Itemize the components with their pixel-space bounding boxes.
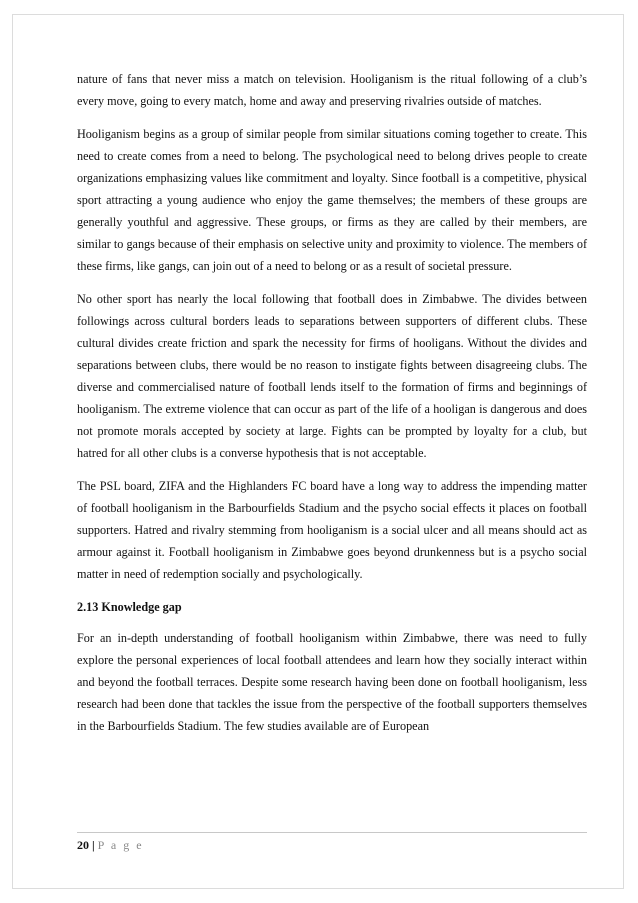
page-footer [77,838,144,853]
page-number: 20 [77,838,89,852]
document-body [77,68,587,748]
body-paragraph-4: The PSL board, ZIFA and the Highlanders FC board have a long way to address the impending matter of football hooliganism in the Barbourfields Stadium and the psycho social effects it places on football supporters. Hatred and rivalry stemming from hooliganism is a social ulcer and all means should act as armour against it. Football hooliganism in Zimbabwe goes beyond drunkenness but is a psycho social matter in need of redemption socially and psychologically. [77,479,587,581]
footer-divider [77,832,587,833]
footer-separator: | [89,838,98,852]
body-paragraph-3: No other sport has nearly the local following that football does in Zimbabwe. The divides between followings across cultural borders leads to separations between supporters of different clubs. These cultural divides create friction and spark the necessity for firms of hooligans. Without the divides and separations between clubs, there would be no reason to instigate fights between disagreeing clubs. The diverse and commercialised nature of football lends itself to the formation of firms and beginnings of hooliganism. The extreme violence that can occur as part of the life of a hooligan is dangerous and does not promote morals accepted by society at large. Fights can be prompted by loyalty for a club, but hatred for all other clubs is a converse hypothesis that is not acceptable. [77,292,587,460]
body-paragraph-5: For an in-depth understanding of football hooliganism within Zimbabwe, there was need to fully explore the personal experiences of local football attendees and learn how they socially interact within and beyond the football terraces. Despite some research having been done on football hooliganism, less research had been done that tackles the issue from the perspective of the football supporters themselves in the Barbourfields Stadium. The few studies available are of European [77,631,587,733]
body-paragraph-1: nature of fans that never miss a match on television. Hooliganism is the ritual following of a club’s every move, going to every match, home and away and preserving rivalries outside of matches. [77,72,587,108]
section-heading: 2.13 Knowledge gap [77,600,182,614]
body-paragraph-2: Hooliganism begins as a group of similar people from similar situations coming together to create. This need to create comes from a need to belong. The psychological need to belong drives people to create organizations emphasizing values like commitment and loyalty. Since football is a competitive, physical sport attracting a young audience who enjoy the game themselves; the members of these groups are generally youthful and aggressive. These groups, or firms as they are called by their members, are similar to gangs because of their emphasis on selective unity and proximity to violence. The members of these firms, like gangs, can join out of a need to belong or as a result of societal pressure. [77,127,587,273]
page-label: P a g e [97,838,144,852]
